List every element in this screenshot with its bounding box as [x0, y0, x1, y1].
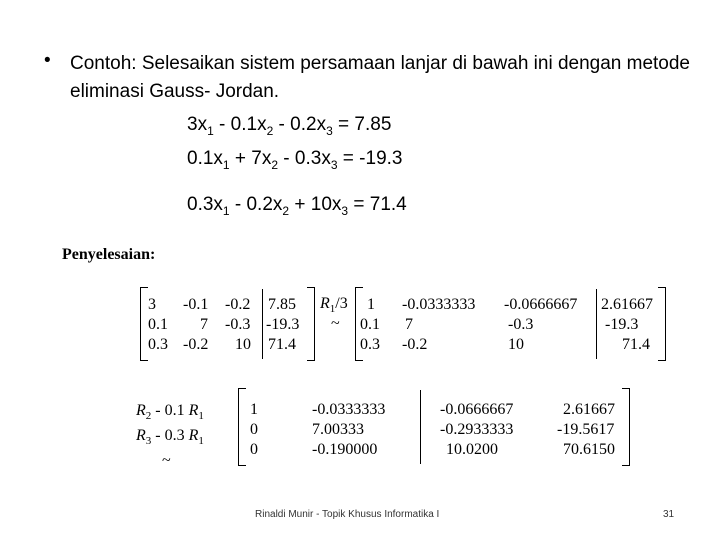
op-r2: R [188, 427, 199, 445]
equation-3 [187, 194, 407, 218]
op-sub: 1 [329, 303, 336, 316]
bullet-mark: • [44, 50, 51, 71]
eq3-sub3: 3 [341, 203, 349, 218]
matrix-cell: 10.0200 [446, 441, 498, 458]
op-sub: 2 [145, 410, 152, 423]
eq2-sub1: 1 [222, 157, 230, 172]
matrix-cell: 3 [148, 296, 156, 313]
op-sub2: 1 [198, 435, 204, 448]
matrix-cell: 71.4 [622, 336, 650, 353]
eq1-rhs: = 7.85 [332, 114, 392, 135]
matrix-cell: -0.0333333 [402, 296, 476, 313]
matrix-cell: 7 [200, 316, 208, 333]
row-op-r2 [136, 401, 204, 426]
matrix-cell: -0.2933333 [440, 421, 514, 438]
matrix-cell: -19.5617 [557, 421, 615, 438]
matrix-cell: 7.00333 [312, 421, 364, 438]
matrix-cell: 7 [405, 316, 413, 333]
op-r: R [136, 427, 146, 445]
eq1-sub2: 2 [266, 123, 274, 138]
matrix-cell: -0.3 [225, 316, 251, 333]
eq2-sub2: 2 [271, 157, 279, 172]
m3-bracket-right [622, 388, 630, 466]
eq3-term2: - 0.2x [229, 194, 283, 215]
page-number: 31 [663, 509, 675, 520]
matrix-cell: -0.0666667 [440, 401, 514, 418]
eq2-term1: 0.1x [187, 148, 223, 169]
eq3-sub2: 2 [282, 203, 290, 218]
m1-augment-line [262, 289, 263, 359]
eq3-rhs: = 71.4 [348, 194, 407, 215]
row-ops-step2 [136, 401, 204, 471]
matrix-cell: 0.3 [148, 336, 168, 353]
eq3-term3: + 10x [289, 194, 342, 215]
m2-bracket-right [658, 287, 666, 361]
matrix-cell: 2.61667 [601, 296, 653, 313]
row-op-r1-div-3 [320, 295, 348, 315]
matrix-cell: 0 [250, 421, 258, 438]
footer-credit: Rinaldi Munir - Topik Khusus Informatika I [255, 509, 440, 520]
matrix-cell: 2.61667 [563, 401, 615, 418]
matrix-cell: -0.0333333 [312, 401, 386, 418]
m1-bracket-right [307, 287, 315, 361]
matrix-cell: -0.2 [183, 336, 209, 353]
matrix-cell: -0.2 [402, 336, 428, 353]
matrix-cell: -0.3 [508, 316, 534, 333]
matrix-cell: 0.3 [360, 336, 380, 353]
m2-augment-line [596, 289, 597, 359]
matrix-cell: 70.6150 [563, 441, 615, 458]
matrix-cell: -0.1 [183, 296, 209, 313]
equation-1 [187, 114, 391, 138]
op-rest: /3 [335, 295, 348, 312]
row-op-r3 [136, 426, 204, 451]
matrix-cell: 1 [250, 401, 258, 418]
m3-bracket-left [238, 388, 246, 466]
solution-heading: Penyelesaian: [62, 246, 156, 263]
op-sub2: 1 [198, 410, 204, 423]
op-r2: R [188, 402, 199, 419]
op-r: R [320, 295, 330, 312]
eq3-term1: 0.3x [187, 194, 223, 215]
matrix-cell: 10 [235, 336, 251, 353]
matrix-cell: -19.3 [605, 316, 639, 333]
eq2-rhs: = -19.3 [337, 148, 403, 169]
eq3-sub1: 1 [222, 203, 230, 218]
matrix-cell: -0.190000 [312, 441, 378, 458]
intro-rest: : Selesaikan sistem persamaan lanjar di bawah ini dengan metode eliminasi Gauss- Jordan. [70, 53, 690, 102]
m1-bracket-left [140, 287, 148, 361]
matrix-cell: 0.1 [360, 316, 380, 333]
matrix-cell: 7.85 [268, 296, 296, 313]
eq1-term1: 3x [187, 114, 208, 135]
eq2-term2: + 7x [229, 148, 272, 169]
matrix-cell: 0 [250, 441, 258, 458]
intro-label: Contoh [70, 53, 132, 74]
matrix-cell: 71.4 [268, 336, 296, 353]
matrix-cell: -0.0666667 [504, 296, 578, 313]
eq2-term3: - 0.3x [278, 148, 331, 169]
matrix-cell: -0.2 [225, 296, 251, 313]
matrix-cell: 0.1 [148, 316, 168, 333]
m3-augment-line [420, 390, 421, 464]
eq1-term3: - 0.2x [273, 114, 327, 135]
matrix-cell: -19.3 [266, 316, 300, 333]
op-rest: - 0.1 [151, 402, 189, 419]
intro-text [70, 50, 710, 106]
eq1-sub3: 3 [326, 123, 333, 138]
matrix-cell: 1 [367, 296, 375, 313]
op-rest: - 0.3 [151, 427, 189, 445]
op-r: R [136, 402, 146, 419]
eq2-sub3: 3 [330, 157, 338, 172]
tilde-2: ~ [162, 452, 171, 470]
eq1-term2: - 0.1x [213, 114, 267, 135]
matrix-cell: 10 [508, 336, 524, 353]
eq1-sub1: 1 [207, 123, 214, 138]
op-sub: 3 [145, 435, 152, 448]
tilde-1: ~ [331, 315, 340, 332]
equation-2 [187, 148, 403, 172]
